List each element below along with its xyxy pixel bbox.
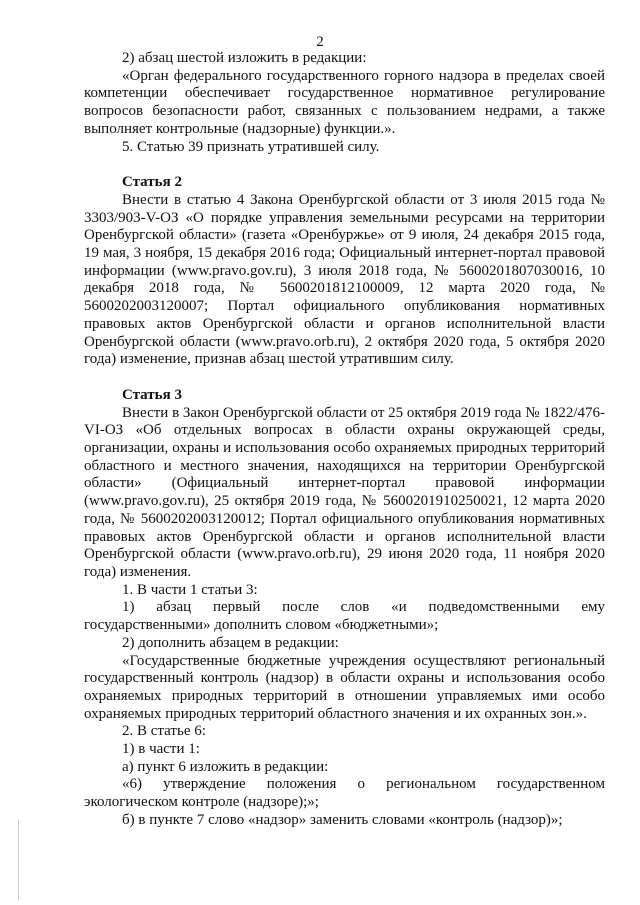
paragraph: 1) абзац первый после слов «и подведомственными ему государственными» дополнить словом «бюджетными»;	[84, 599, 605, 634]
spacer	[84, 156, 605, 174]
page-number: 2	[316, 34, 324, 50]
article-heading: Статья 3	[122, 386, 182, 403]
paragraph: Внести в статью 4 Закона Оренбургской области от 3 июля 2015 года № 3303/903-V-ОЗ «О порядке управления земельными ресурсами на территории Оренбургской области» (газета «Оренбуржье» от 9 июля, 24 декабря 2015 года, 19 мая, 3 ноября, 15 декабря 2016 года; Официальный интернет-портал правовой информации (www.pravo.gov.ru), 3 июля 2018 года, № 5600201807030016, 10 декабря 2018 года, № 5600201812100009, 12 марта 2020 года, № 5600202003120007; Портал официального опубликования нормативных правовых актов Оренбургской области и органов исполнительной власти Оренбургской области (www.pravo.orb.ru), 2 октября 2020 года, 5 октября 2020 года) изменение, признав абзац шестой утратившим силу.	[84, 191, 605, 368]
paragraph: 5. Статью 39 признать утратившей силу.	[122, 138, 380, 155]
document-body	[84, 50, 605, 830]
article-heading: Статья 2	[122, 174, 182, 191]
paragraph: б) в пункте 7 слово «надзор» заменить словами «контроль (надзор)»;	[122, 811, 563, 828]
paragraph: 2) дополнить абзацем в редакции:	[122, 634, 339, 651]
paragraph: 2) абзац шестой изложить в редакции:	[122, 50, 367, 66]
paragraph: «Орган федерального государственного горного надзора в пределах своей компетенции обеспечивает государственное нормативное регулирование вопросов безопасности работ, связанных с пользованием недрами, а также выполняет контрольные (надзорные) функции.».	[84, 67, 605, 137]
spacer	[84, 369, 605, 387]
paragraph: «6) утверждение положения о региональном государственном экологическом контроле (надзоре);»;	[84, 776, 605, 811]
paragraph: а) пункт 6 изложить в редакции:	[122, 758, 329, 775]
paragraph: 1. В части 1 статьи 3:	[122, 581, 258, 598]
paragraph: 2. В статье 6:	[122, 723, 206, 740]
paragraph: Внести в Закон Оренбургской области от 25 октября 2019 года № 1822/476-VI-ОЗ «Об отдельных вопросах в области охраны окружающей среды, организации, охраны и использования особо охраняемых природных территорий областного и местного значения, находящихся на территории Оренбургской области» (Официальный интернет-портал правовой информации (www.pravo.gov.ru), 25 октября 2019 года, № 5600201910250021, 12 марта 2020 года, № 5600202003120012; Портал официального опубликования нормативных правовых актов Оренбургской области и органов исполнительной власти Оренбургской области (www.pravo.orb.ru), 29 июня 2020 года, 11 ноября 2020 года) изменения.	[84, 404, 605, 580]
paragraph: 1) в части 1:	[122, 741, 200, 758]
scan-edge-line	[18, 820, 19, 900]
paragraph: «Государственные бюджетные учреждения осуществляют региональный государственный контроль (надзор) в области охраны и использования особо охраняемых природных территорий в отношении управляемых ими особо охраняемых природных территорий областного значения и их охранных зон.».	[84, 652, 605, 722]
